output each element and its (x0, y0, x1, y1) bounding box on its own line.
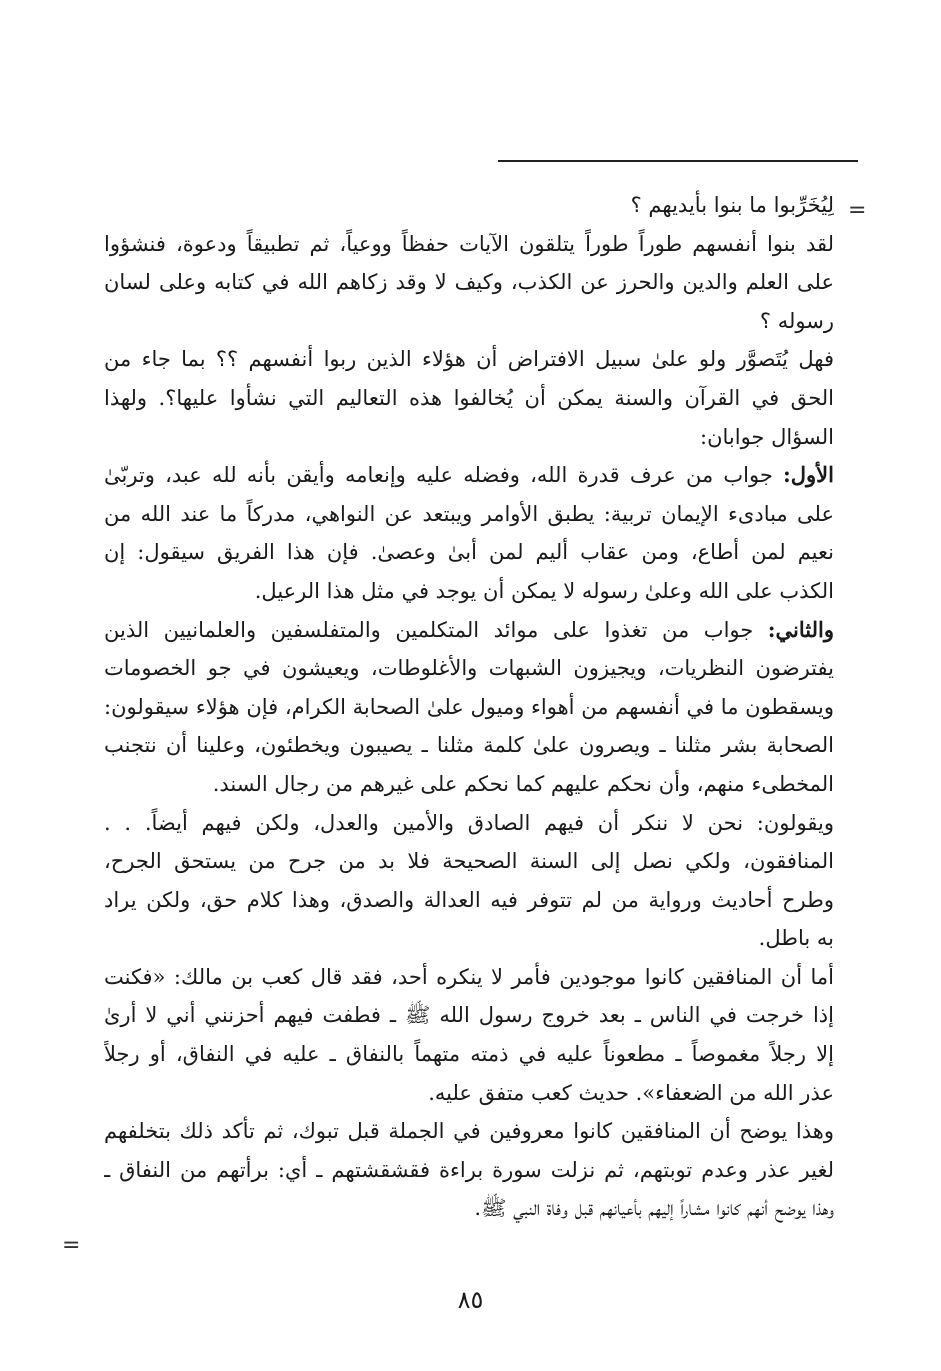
line-text: على مبادىء الإيمان تربية: يطبق الأوامر ويبتعد عن النواهي، مدركاً ما عند الله من (104, 501, 834, 526)
text-line (104, 958, 834, 997)
line-text: نعيم لمن أطاع، ومن عقاب أليم لمن أبىٰ وعصىٰ. فإن هذا الفريق سيقول: إن (104, 540, 834, 565)
line-text: رسوله ؟ (759, 308, 834, 333)
text-line (104, 263, 834, 302)
page-number: ٨٥ (457, 1286, 484, 1314)
text-line (104, 688, 834, 727)
line-text: جواب من تغذوا على موائد المتكلمين والمتفلسفين والعلمانيين الذين (104, 617, 768, 642)
line-text: السؤال جوابان: (700, 424, 834, 449)
line-text: لِيُخَرِّبوا ما بنوا بأيديهم ؟ (630, 193, 834, 217)
continuation-mark-top: = (848, 198, 867, 223)
text-line (104, 611, 834, 650)
line-text: الحق في القرآن والسنة يمكن أن يُخالفوا هذه التعاليم التي نشأوا عليها؟. ولهذا (104, 385, 834, 410)
page-body-text (104, 186, 834, 1228)
line-text: وطرح أحاديث ورواية من لم تتوفر فيه العدالة والصدق، وهذا كلام حق، ولكن يراد (104, 887, 834, 912)
line-text: إذا خرجت في الناس ـ بعد خروج رسول الله ﷺ ـ فطفت فيهم أحزنني أني لا أرىٰ (104, 1003, 834, 1028)
line-text: ويسقطون ما في أنفسهم من أهواء وميول علىٰ الصحابة الكرام، فإن هؤلاء سيقولون: (104, 694, 834, 719)
lead-word: الأول: (783, 462, 834, 488)
text-line (104, 726, 834, 765)
line-text: وهذا يوضح أن المنافقين كانوا معروفين في الجملة قبل تبوك، ثم تأكد ذلك بتخلفهم (104, 1119, 834, 1144)
line-text: فهل يُتَصوَّر ولو علىٰ سبيل الافتراض أن هؤلاء الذين ربوا أنفسهم ؟؟ بما جاء من (104, 347, 834, 372)
line-text: يفترضون النظريات، ويجيزون الشبهات والأغلوطات، ويعيشون في جو الخصومات (104, 656, 834, 681)
text-line (104, 1151, 834, 1190)
text-line (104, 881, 834, 920)
line-text: جواب من عرف قدرة الله، وفضله عليه وإنعامه وأيقن بأنه لله عبد، وتربّىٰ (104, 463, 784, 488)
text-line (104, 842, 834, 881)
line-text: لقد بنوا أنفسهم طوراً طوراً يتلقون الآيات حفظاً ووعياً، ثم تطبيقاً ودعوة، فنشؤوا (104, 231, 834, 256)
text-line (104, 302, 834, 341)
continuation-mark-bottom: = (62, 1233, 81, 1258)
line-text: المخطىء منهم، وأن نحكم عليهم كما نحكم على غيرهم من رجال السند. (212, 771, 834, 796)
text-line (104, 495, 834, 534)
text-line (104, 919, 834, 958)
line-text: إلا رجلاً مغموصاً ـ مطعوناً عليه في ذمته متهماً بالنفاق ـ عليه في النفاق، أو رجلاً (104, 1042, 834, 1067)
text-line (104, 456, 834, 495)
line-text: وهذا يوضح أنهم كانوا مشاراً إليهم بأعيانهم قبل وفاة النبي ﷺ. (474, 1196, 834, 1221)
lead-word: والثاني: (767, 616, 834, 642)
text-line (104, 996, 834, 1035)
line-text: الكذب على الله وعلىٰ رسوله لا يمكن أن يوجد في مثل هذا الرعيل. (254, 578, 834, 603)
text-line (104, 340, 834, 379)
line-text: المنافقون، ولكي نصل إلى السنة الصحيحة فلا بد من جرح من يستحق الجرح، (104, 849, 834, 874)
line-text: على العلم والدين والحرز عن الكذب، وكيف لا وقد زكاهم الله في كتابه وعلى لسان (104, 270, 834, 295)
text-line (104, 1035, 834, 1074)
text-line (104, 1189, 834, 1228)
line-text: لغير عذر وعدم توبتهم، ثم نزلت سورة براءة فقشقشتهم ـ أي: برأتهم من النفاق ـ (104, 1157, 834, 1182)
text-line (104, 533, 834, 572)
text-line (104, 1074, 834, 1113)
line-text: به باطل. (758, 926, 834, 951)
text-line (104, 804, 834, 843)
line-text: ويقولون: نحن لا ننكر أن فيهم الصادق والأمين والعدل، ولكن فيهم أيضاً. . . (104, 810, 834, 835)
line-text: الصحابة بشر مثلنا ـ ويصرون علىٰ كلمة مثلنا ـ يصيبون ويخطئون، وعلينا أن نتجنب (104, 733, 834, 758)
text-line (104, 649, 834, 688)
text-line (104, 225, 834, 264)
line-text: أما أن المنافقين كانوا موجودين فأمر لا ينكره أحد، فقد قال كعب بن مالك: «فكنت (104, 964, 834, 989)
text-line (104, 1112, 834, 1151)
text-line (104, 186, 834, 225)
line-text: عذر الله من الضعفاء». حديث كعب متفق عليه. (428, 1080, 834, 1105)
text-line (104, 572, 834, 611)
text-line (104, 418, 834, 457)
footnote-separator-rule (498, 160, 858, 162)
text-line (104, 765, 834, 804)
text-line (104, 379, 834, 418)
